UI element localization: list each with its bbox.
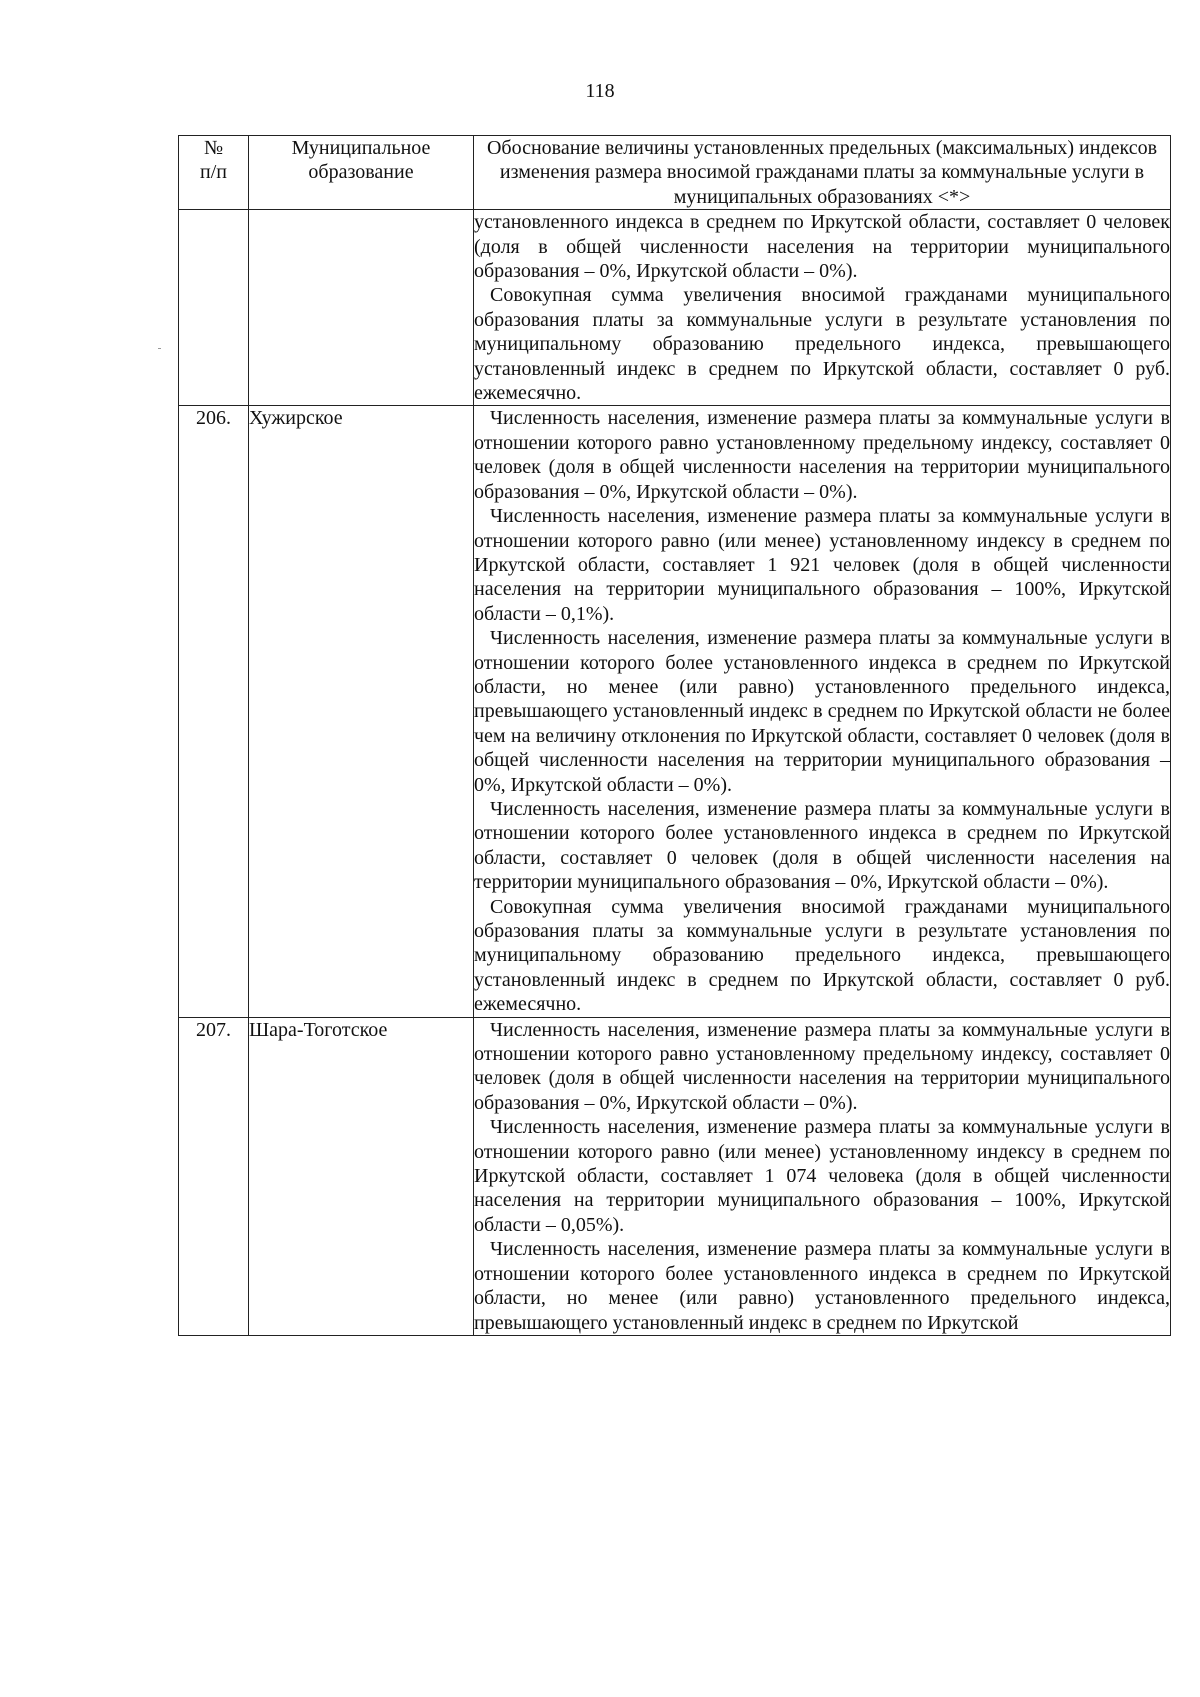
indices-table	[178, 135, 1171, 1336]
page-number: 118	[585, 80, 615, 102]
header-justification: Обоснование величины установленных предельных (максимальных) индексов изменения размера вносимой гражданами платы за коммунальные услуги в муниципальных образованиях <*>	[474, 136, 1171, 210]
justification-paragraph: Численность населения, изменение размера платы за коммунальные услуги в отношении которого равно (или менее) установленному индексу в среднем по Иркутской области, составляет 1 921 человек (доля в общей численности населения на территории муниципального образования – 100%, Иркутской области – 0,1%).	[474, 505, 1170, 625]
row-number: 206.	[179, 406, 249, 1017]
justification-paragraph: Численность населения, изменение размера платы за коммунальные услуги в отношении которого более установленного индекса в среднем по Иркутской области, составляет 0 человек (доля в общей численности населения на территории муниципального образования – 0%, Иркутской области – 0%).	[474, 797, 1170, 894]
row-municipality: Хужирское	[249, 406, 474, 1017]
justification-paragraph: Численность населения, изменение размера платы за коммунальные услуги в отношении которого равно (или менее) установленному индексу в среднем по Иркутской области, составляет 1 074 человека (доля в общей численности населения на территории муниципального образования – 100%, Иркутской области – 0,05%).	[474, 1116, 1170, 1236]
row-justification	[474, 1017, 1171, 1335]
header-municipality: Муниципальное образование	[249, 136, 474, 210]
row-number: 207.	[179, 1017, 249, 1335]
row-justification	[474, 406, 1171, 1017]
row-justification	[474, 210, 1171, 406]
justification-paragraph: Численность населения, изменение размера платы за коммунальные услуги в отношении которого более установленного индекса в среднем по Иркутской области, но менее (или равно) установленного предельного индекса, превышающего установленный индекс в среднем по Иркутской	[474, 1238, 1170, 1334]
header-number-label-2: п/п	[200, 161, 227, 184]
table-header-row	[179, 136, 1171, 210]
justification-paragraph: Численность населения, изменение размера платы за коммунальные услуги в отношении которого равно установленному предельному индексу, составляет 0 человек (доля в общей численности населения на территории муниципального образования – 0%, Иркутской области – 0%).	[474, 407, 1170, 503]
scan-artifact	[158, 348, 161, 349]
table-row	[179, 406, 1171, 1017]
justification-paragraph: Численность населения, изменение размера платы за коммунальные услуги в отношении которого равно установленному предельному индексу, составляет 0 человек (доля в общей численности населения на территории муниципального образования – 0%, Иркутской области – 0%).	[474, 1018, 1170, 1114]
header-number	[179, 136, 249, 210]
row-municipality: Шара-Тоготское	[249, 1017, 474, 1335]
justification-paragraph: Совокупная сумма увеличения вносимой гражданами муниципального образования платы за коммунальные услуги в результате установления по муниципальному образованию предельного индекса, превышающего установленный индекс в среднем по Иркутской области, составляет 0 руб. ежемесячно.	[474, 895, 1170, 1016]
row-number	[179, 210, 249, 406]
table-row	[179, 210, 1171, 406]
table-row	[179, 1017, 1171, 1335]
row-municipality	[249, 210, 474, 406]
justification-paragraph: Совокупная сумма увеличения вносимой гражданами муниципального образования платы за коммунальные услуги в результате установления по муниципальному образованию предельного индекса, превышающего установленный индекс в среднем по Иркутской области, составляет 0 руб. ежемесячно.	[474, 284, 1170, 405]
header-number-label: №	[203, 137, 224, 159]
justification-paragraph: Численность населения, изменение размера платы за коммунальные услуги в отношении которого более установленного индекса в среднем по Иркутской области, но менее (или равно) установленного предельного индекса, превышающего установленный индекс в среднем по Иркутской области не более чем на величину отклонения по Иркутской области, составляет 0 человек (доля в общей численности населения на территории муниципального образования – 0%, Иркутской области – 0%).	[474, 627, 1170, 796]
justification-paragraph: установленного индекса в среднем по Иркутской области, составляет 0 человек (доля в общей численности населения на территории муниципального образования – 0%, Иркутской области – 0%).	[474, 211, 1170, 283]
